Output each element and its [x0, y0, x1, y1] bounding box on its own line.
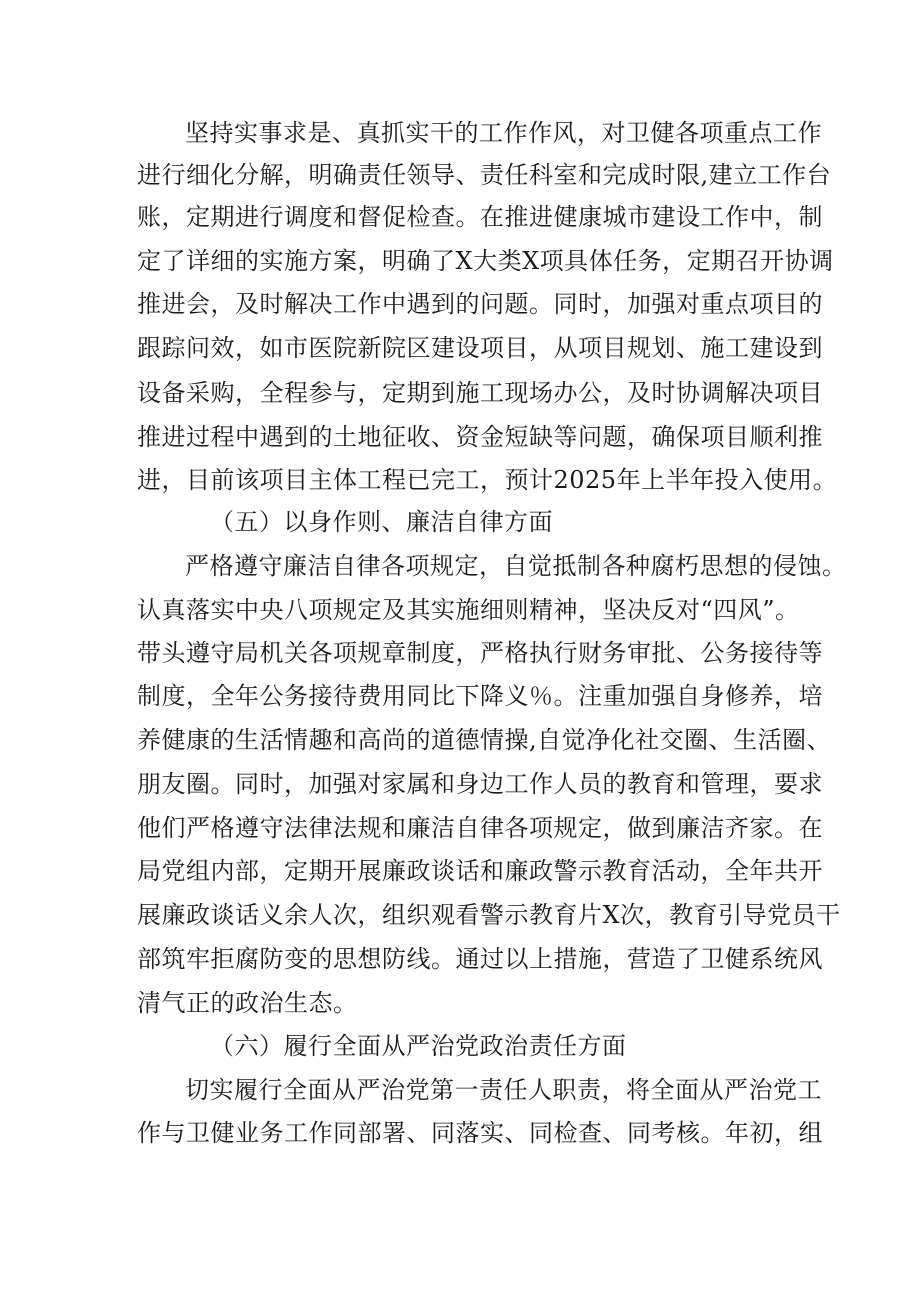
section-heading: （五）以身作则、廉洁自律方面 — [210, 508, 553, 536]
paragraph-line: 坚持实事求是、真抓实干的工作作风，对卫健各项重点工作 — [185, 119, 822, 147]
paragraph-line: 设备采购，全程参与，定期到施工现场办公，及时协调解决项目 — [137, 379, 823, 407]
paragraph-line: 清气正的政治生态。 — [137, 989, 358, 1017]
section-heading: （六）履行全面从严治党政治责任方面 — [210, 1032, 627, 1060]
paragraph-line: 推进会，及时解决工作中遇到的问题。同时，加强对重点项目的 — [137, 290, 823, 318]
paragraph-line: 带头遵守局机关各项规章制度，严格执行财务审批、公务接待等 — [137, 639, 823, 667]
paragraph-line: 账，定期进行调度和督促检查。在推进健康城市建设工作中，制 — [137, 203, 823, 231]
paragraph-line: 制度，全年公务接待费用同比下降义％。注重加强自身修养，培 — [137, 682, 823, 710]
paragraph-line: 他们严格遵守法律法规和廉洁自律各项规定，做到廉洁齐家。在 — [137, 814, 823, 842]
paragraph-line: 定了详细的实施方案，明确了X大类X项具体任务，定期召开协调 — [137, 247, 834, 275]
paragraph-line: 作与卫健业务工作同部署、同落实、同检查、同考核。年初，组 — [137, 1119, 823, 1147]
paragraph-line: 局党组内部，定期开展廉政谈话和廉政警示教育活动，全年共开 — [137, 857, 823, 885]
paragraph-line: 进，目前该项目主体工程已完工，预计2025年上半年投入使用。 — [137, 466, 838, 494]
paragraph-line: 部筑牢拒腐防变的思想防线。通过以上措施，营造了卫健系统风 — [137, 945, 823, 973]
paragraph-line: 养健康的生活情趣和高尚的道德情操,自觉净化社交圈、生活圈、 — [137, 726, 832, 754]
paragraph-line: 跟踪问效，如市医院新院区建设项目，从项目规划、施工建设到 — [137, 334, 823, 362]
paragraph-line: 严格遵守廉洁自律各项规定，自觉抵制各种腐朽思想的侵蚀。 — [185, 552, 847, 580]
paragraph-line: 进行细化分解，明确责任领导、责任科室和完成时限,建立工作台 — [137, 161, 832, 189]
paragraph-line: 认真落实中央八项规定及其实施细则精神，坚决反对“四风”。 — [137, 596, 800, 624]
paragraph-line: 切实履行全面从严治党第一责任人职责，将全面从严治党工 — [185, 1076, 822, 1104]
paragraph-line: 朋友圈。同时，加强对家属和身边工作人员的教育和管理，要求 — [137, 770, 823, 798]
paragraph-line: 展廉政谈话义余人次，组织观看警示教育片X次，教育引导党员干 — [137, 901, 841, 929]
paragraph-line: 推进过程中遇到的土地征收、资金短缺等问题，确保项目顺利推 — [137, 423, 823, 451]
